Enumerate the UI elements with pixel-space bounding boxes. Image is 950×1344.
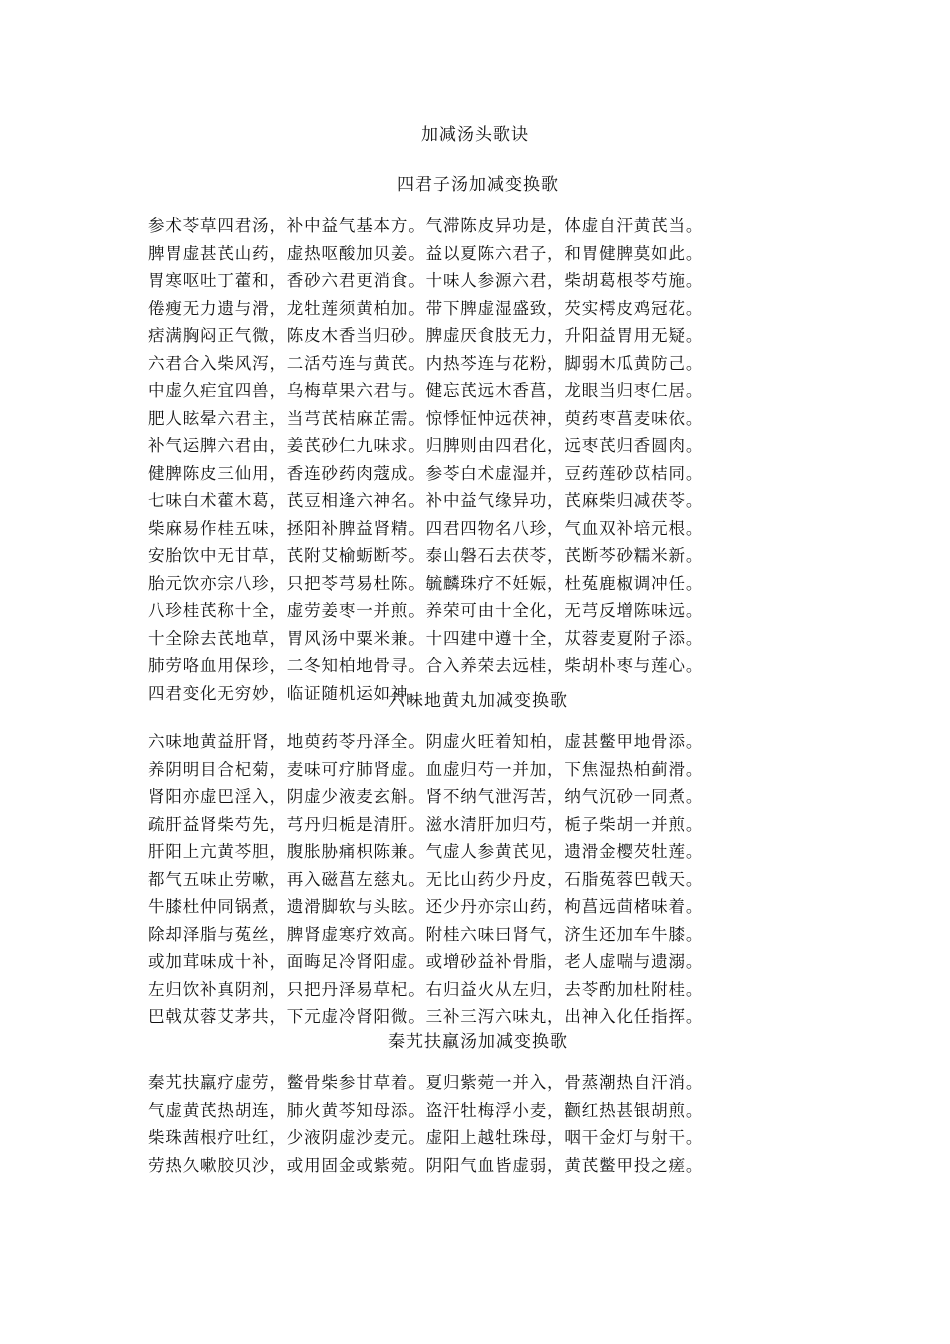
verse-line: 脾胃虚甚芪山药，虚热呕酸加贝姜。益以夏陈六君子，和胃健脾莫如此。 [148,243,704,263]
verse-line: 八珍桂芪称十全，虚劳姜枣一并煎。养荣可由十全化，无芎反增陈味远。 [148,601,704,620]
verse-line: 都气五味止劳嗽，再入磁菖左慈丸。无比山药少丹皮，石脂菟蓉巴戟天。 [148,869,704,889]
verse-line: 六味地黄益肝肾，地萸药苓丹泽全。阴虚火旺着知柏，虚甚鳖甲地骨添。 [148,732,704,751]
verse-line: 四君变化无穷妙，临证随机运如神。 [148,683,426,703]
section-qinjiao-fulei [148,1030,808,1179]
verse-line: 中虚久疟宜四兽，乌梅草果六君与。健忘芪远木香菖，龙眼当归枣仁居。 [148,381,704,400]
verse-line: 肾阳亦虚巴淫入，阴虚少液麦玄斛。肾不纳气泄泻苦，纳气沉砂一同煮。 [148,787,704,806]
verse-line: 肺劳咯血用保珍，二冬知柏地骨寻。合入养荣去远桂，柴胡朴枣与莲心。 [148,656,704,675]
verse-line: 疏肝益肾柴芍先，芎丹归栀是清肝。滋水清肝加归芍，栀子柴胡一并煎。 [148,814,704,834]
verse-line: 柴麻易作桂五味，拯阳补脾益肾精。四君四物名八珍，气血双补培元根。 [148,518,704,538]
section-title: 六味地黄丸加减变换歌 [388,691,568,711]
verse-line: 肥人眩晕六君主，当芎芪桔麻芷需。惊悸怔忡远茯神，萸药枣菖麦味依。 [148,408,704,428]
verse-line: 参术苓草四君汤，补中益气基本方。气滞陈皮异功是，体虚自汗黄芪当。 [148,216,704,235]
verse-line: 秦艽扶羸疗虚劳，鳖骨柴参甘草着。夏归紫菀一并入，骨蒸潮热自汗消。 [148,1073,704,1092]
verse-line: 柴珠茜根疗吐红，少液阴虚沙麦元。虚阳上越牡珠母，咽干金灯与射干。 [148,1128,704,1147]
verse-line: 劳热久嗽胶贝沙，或用固金或紫菀。阴阳气血皆虚弱，黄芪鳖甲投之瘥。 [148,1155,704,1175]
verse-line: 七味白术藿木葛，芪豆相逢六神名。补中益气缘异功，芪麻柴归减茯苓。 [148,491,704,510]
verse-line: 养阴明目合杞菊，麦味可疗肺肾虚。血虚归芍一并加，下焦湿热柏蓟滑。 [148,759,704,779]
section-title: 四君子汤加减变换歌 [397,175,559,195]
verse-line: 牛膝杜仲同锅煮，遗滑脚软与头眩。还少丹亦宗山药，枸菖远茴楮味着。 [148,897,704,916]
document-title: 加减汤头歌诀 [421,125,529,145]
verse-line: 胃寒呕吐丁藿和，香砂六君更消食。十味人参源六君，柴胡葛根苓芍施。 [148,271,704,290]
verse-line: 补气运脾六君由，姜芪砂仁九味求。归脾则由四君化，远枣芪归香圆肉。 [148,436,704,455]
verse-line: 除却泽脂与菟丝，脾肾虚寒疗效高。附桂六味曰肾气，济生还加车牛膝。 [148,924,704,944]
verse-line: 肝阳上亢黄芩胆，腹胀胁痛枳陈兼。气虚人参黄芪见，遗滑金樱芡牡莲。 [148,842,704,861]
verse-line: 倦瘦无力遗与滑，龙牡莲须黄柏加。带下脾虚湿盛致，芡实樗皮鸡冠花。 [148,298,704,318]
section-liuwei-dihuang [148,689,808,1031]
verse-line: 胎元饮亦宗八珍，只把苓芎易杜陈。毓麟珠疗不妊娠，杜菟鹿椒调冲任。 [148,573,704,593]
section-title: 秦艽扶羸汤加减变换歌 [388,1032,568,1052]
verse-line: 痞满胸闷正气微，陈皮木香当归砂。脾虚厌食肢无力，升阳益胃用无疑。 [148,326,704,345]
verse-line: 安胎饮中无甘草，芪附艾榆蛎断芩。泰山磐石去茯苓，芪断芩砂糯米新。 [148,546,704,565]
verse-block [148,1069,808,1179]
verse-line: 或加茸味成十补，面晦足冷肾阳虚。或增砂益补骨脂，老人虚喘与遗溺。 [148,952,704,971]
verse-line: 左归饮补真阴剂，只把丹泽易草杞。右归益火从左归，去苓酌加杜附桂。 [148,979,704,999]
verse-line: 六君合入柴风泻，二活芍连与黄芪。内热芩连与花粉，脚弱木瓜黄防己。 [148,353,704,373]
verse-line: 巴戟苁蓉艾茅共，下元虚冷肾阳微。三补三泻六味丸，出神入化任指挥。 [148,1007,704,1026]
verse-block [148,728,808,1031]
verse-line: 十全除去芪地草，胃风汤中粟米兼。十四建中遵十全，苁蓉麦夏附子添。 [148,628,704,648]
verse-block [148,212,808,707]
section-sijunzi [148,173,808,707]
verse-line: 健脾陈皮三仙用，香连砂药肉蔻成。参苓白术虚湿并，豆药莲砂苡桔同。 [148,463,704,483]
verse-line: 气虚黄芪热胡连，肺火黄芩知母添。盗汗牡梅浮小麦，颧红热甚银胡煎。 [148,1100,704,1120]
